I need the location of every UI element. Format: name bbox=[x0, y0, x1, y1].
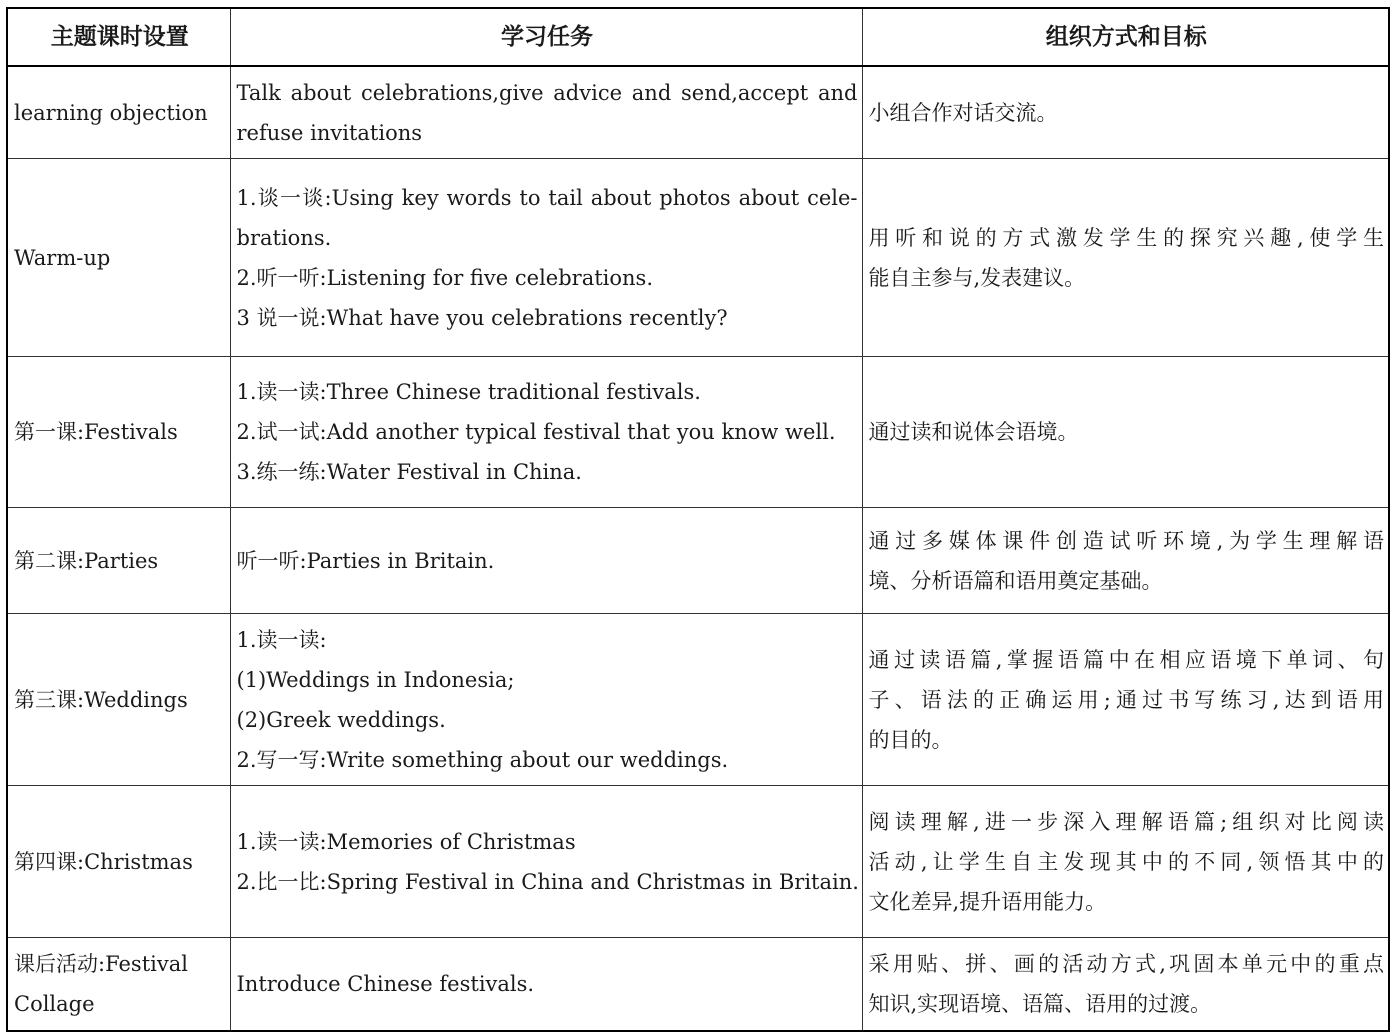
topic-line: 第四课:Christmas bbox=[14, 849, 193, 874]
task-line: refuse invitations bbox=[236, 120, 423, 145]
topic-line: 课后活动:Festival bbox=[14, 952, 188, 976]
tasks-cell bbox=[230, 786, 862, 938]
topic-line: learning objection bbox=[14, 100, 208, 125]
task-line: 1.谈一谈:Using key words to tail about photos about cele- bbox=[236, 185, 858, 210]
topic-cell bbox=[7, 938, 230, 1032]
goal-line: 能自主参与,发表建议。 bbox=[868, 265, 1086, 290]
goal-line: 通过读语篇,掌握语篇中在相应语境下单词、句 bbox=[868, 647, 1384, 672]
topic-cell bbox=[7, 614, 230, 786]
goal-line: 境、分析语篇和语用奠定基础。 bbox=[868, 568, 1163, 593]
goal-line: 用听和说的方式激发学生的探究兴趣,使学生 bbox=[868, 225, 1384, 250]
goal-line: 采用贴、拼、画的活动方式,巩固本单元中的重点 bbox=[868, 952, 1384, 976]
tasks-cell bbox=[230, 938, 862, 1032]
tasks-cell bbox=[230, 159, 862, 357]
topic-line: 第二课:Parties bbox=[14, 548, 159, 573]
goal-line: 阅读理解,进一步深入理解语篇;组织对比阅读 bbox=[868, 809, 1384, 834]
task-line: brations. bbox=[236, 225, 332, 250]
topic-cell bbox=[7, 786, 230, 938]
header-topic: 主题课时设置 bbox=[7, 8, 230, 66]
goals-cell bbox=[862, 786, 1389, 938]
table-row bbox=[7, 357, 1389, 508]
goal-line: 的目的。 bbox=[868, 727, 953, 752]
topic-cell bbox=[7, 508, 230, 614]
task-line: 2.比一比:Spring Festival in China and Christmas in Britain. bbox=[236, 869, 859, 894]
goal-line: 通过读和说体会语境。 bbox=[868, 420, 1079, 444]
task-line: (1)Weddings in Indonesia; bbox=[236, 667, 515, 692]
table-row bbox=[7, 159, 1389, 357]
goal-line: 通过多媒体课件创造试听环境,为学生理解语 bbox=[868, 528, 1384, 553]
topic-line: 第三课:Weddings bbox=[14, 687, 188, 712]
topic-line: Warm-up bbox=[14, 245, 111, 270]
topic-line: 第一课:Festivals bbox=[14, 420, 178, 444]
task-line: 1.读一读:Three Chinese traditional festivals. bbox=[236, 380, 701, 404]
topic-cell bbox=[7, 66, 230, 159]
task-line: 1.读一读: bbox=[236, 627, 327, 652]
goals-cell bbox=[862, 159, 1389, 357]
task-line: (2)Greek weddings. bbox=[236, 707, 446, 732]
tasks-cell bbox=[230, 66, 862, 159]
task-line: 1.读一读:Memories of Christmas bbox=[236, 829, 576, 854]
tasks-cell bbox=[230, 508, 862, 614]
goal-line: 知识,实现语境、语篇、语用的过渡。 bbox=[868, 992, 1212, 1016]
table-row bbox=[7, 938, 1389, 1032]
goal-line: 小组合作对话交流。 bbox=[868, 100, 1058, 125]
task-line: Introduce Chinese festivals. bbox=[236, 972, 535, 996]
header-tasks: 学习任务 bbox=[230, 8, 862, 66]
topic-line: Collage bbox=[14, 992, 95, 1016]
table-header-row bbox=[7, 8, 1389, 66]
task-line: 3.练一练:Water Festival in China. bbox=[236, 460, 582, 484]
task-line: 3 说一说:What have you celebrations recently? bbox=[236, 305, 728, 330]
goals-cell bbox=[862, 66, 1389, 159]
table-row bbox=[7, 66, 1389, 159]
goals-cell bbox=[862, 357, 1389, 508]
goal-line: 文化差异,提升语用能力。 bbox=[868, 889, 1107, 914]
goals-cell bbox=[862, 508, 1389, 614]
tasks-cell bbox=[230, 357, 862, 508]
task-line: 2.写一写:Write something about our weddings. bbox=[236, 747, 729, 772]
header-goals: 组织方式和目标 bbox=[862, 8, 1389, 66]
tasks-cell bbox=[230, 614, 862, 786]
topic-cell bbox=[7, 159, 230, 357]
goals-cell bbox=[862, 938, 1389, 1032]
goals-cell bbox=[862, 614, 1389, 786]
topic-cell bbox=[7, 357, 230, 508]
task-line: 听一听:Parties in Britain. bbox=[236, 548, 495, 573]
task-line: Talk about celebrations,give advice and send,accept and bbox=[236, 80, 858, 105]
table-row bbox=[7, 508, 1389, 614]
goal-line: 活动,让学生自主发现其中的不同,领悟其中的 bbox=[868, 849, 1384, 874]
table-row bbox=[7, 614, 1389, 786]
task-line: 2.听一听:Listening for five celebrations. bbox=[236, 265, 654, 290]
table-row bbox=[7, 786, 1389, 938]
lesson-plan-table bbox=[6, 7, 1390, 1032]
goal-line: 子、语法的正确运用;通过书写练习,达到语用 bbox=[868, 687, 1384, 712]
task-line: 2.试一试:Add another typical festival that you know well. bbox=[236, 420, 836, 444]
